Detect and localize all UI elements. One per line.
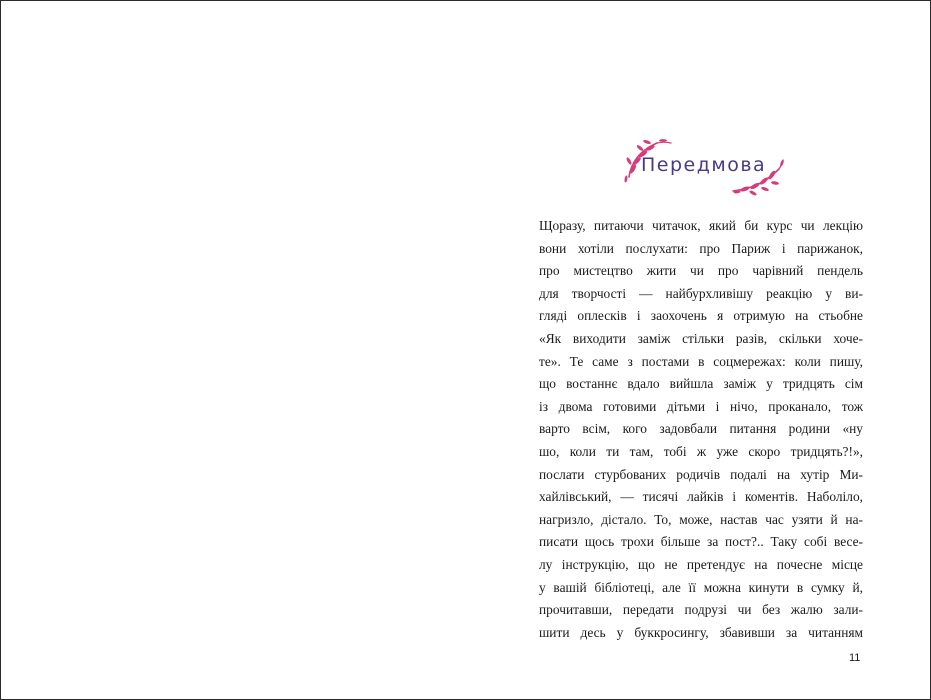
text-line: шо, коли ти там, тобі ж уже скоро тридцять?!», [539, 443, 863, 459]
text-line: варто всім, кого задовбали питання родини «ну [539, 421, 863, 437]
text-line: для творчості — найбурхливішу реакцію у ви- [539, 285, 863, 301]
text-line: про мистецтво жити чи про чарівний пендель [539, 263, 863, 279]
text-line: прочитавши, передати подрузі чи без жалю зали- [539, 602, 863, 618]
text-line: писати щось трохи більше за пост?.. Таку собі весе- [539, 534, 863, 550]
text-line: гляді оплесків і заохочень я отримую на стьобне [539, 308, 863, 324]
text-line: хайлівський, — тисячі лайків і коментів. Наболіло, [539, 489, 863, 505]
page-number: 11 [849, 652, 861, 664]
body-paragraph [539, 215, 863, 644]
text-line: вони хотіли послухати: про Париж і парижанок, [539, 240, 863, 256]
text-line: Щоразу, питаючи читачок, який би курс чи лекцію [539, 218, 863, 233]
text-line: послати стурбованих родичів подалі на хутір Ми- [539, 466, 863, 482]
text-line: із двома готовими дітьми і нічо, проканало, тож [539, 398, 863, 414]
text-line: те». Те саме з постами в соцмережах: коли пишу, [539, 353, 863, 369]
text-line: у вашій бібліотеці, але її можна кинути в сумку й, [539, 579, 863, 595]
chapter-title: Передмова [641, 154, 767, 176]
text-line: нагризло, дістало. То, може, настав час узяти й на- [539, 511, 863, 527]
text-line: шити десь у буккросингу, збавивши за читанням [539, 624, 863, 640]
text-line: «Як виходити заміж стільки разів, скільки хоче- [539, 330, 863, 346]
text-line: що востаннє вдало вийшла заміж у тридцять сім [539, 376, 863, 392]
chapter-heading [613, 139, 793, 199]
text-line: лу інструкцію, що не претендує на почесне місце [539, 556, 863, 572]
